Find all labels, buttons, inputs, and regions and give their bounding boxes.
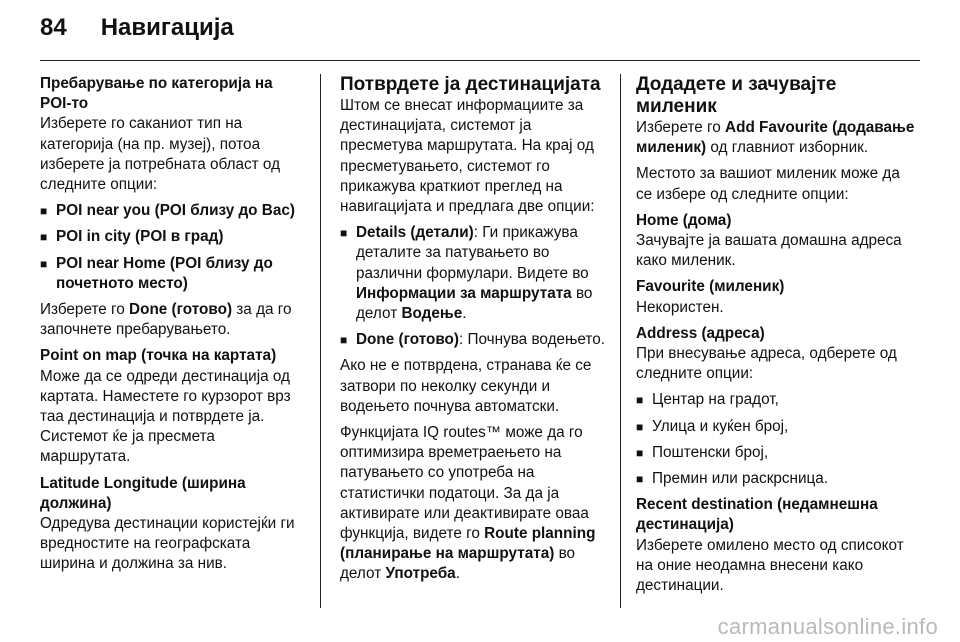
square-bullet-icon: ■ — [40, 230, 48, 245]
text: за да го започнете пребарувањето. — [40, 301, 292, 339]
paragraph: Зачувајте ја вашата домашна адреса како миленик. — [636, 232, 902, 270]
bold-text: Add Favourite (додавање миленик) — [636, 119, 915, 157]
square-bullet-icon: ■ — [636, 419, 644, 434]
section-heading-home: Home (дома) — [636, 211, 732, 229]
text: : Почнува водењето. — [459, 331, 606, 349]
square-bullet-icon: ■ — [40, 256, 48, 271]
text: Изберете го — [40, 301, 130, 319]
list-item — [340, 330, 608, 350]
text: во делот — [340, 545, 576, 583]
bold-text: Details (детали) — [356, 224, 474, 242]
cross-reference: Употреба — [385, 565, 456, 583]
bullet-list — [40, 201, 306, 294]
text: . — [455, 565, 460, 583]
paragraph: При внесување адреса, одберете од следните опции: — [636, 345, 897, 383]
paragraph: Некористен. — [636, 298, 724, 316]
cross-reference: Информации за маршрутата — [356, 284, 572, 302]
column-1 — [40, 74, 306, 575]
list-item-text: Премин или раскрсница. — [652, 470, 829, 488]
paragraph — [340, 423, 608, 585]
bold-text: Done (готово) — [356, 331, 459, 349]
square-bullet-icon: ■ — [40, 204, 48, 219]
list-item — [340, 223, 608, 324]
list-item — [636, 390, 920, 410]
square-bullet-icon: ■ — [636, 472, 644, 487]
text: од главниот изборник. — [706, 139, 869, 157]
watermark: carmanualsonline.info — [717, 614, 938, 639]
paragraph: Одредува дестинации користејќи ги вредностите на географската ширина и должина за нив. — [40, 515, 295, 573]
list-item — [636, 443, 920, 463]
page-number: 84 — [40, 14, 67, 41]
paragraph — [40, 300, 306, 340]
bullet-list — [636, 390, 920, 489]
list-item — [636, 469, 920, 489]
list-item — [40, 227, 306, 247]
column-divider-1 — [320, 74, 321, 608]
square-bullet-icon: ■ — [636, 393, 644, 408]
column-heading-confirm-destination: Потврдете ја дестинацијата — [340, 74, 601, 95]
section-heading-favourite: Favourite (миленик) — [636, 278, 785, 296]
square-bullet-icon: ■ — [340, 226, 348, 241]
cross-reference: Route planning (планирање на маршрутата) — [340, 525, 596, 563]
list-item-text: Поштенски број, — [652, 443, 769, 461]
section-heading-address: Address (адреса) — [636, 324, 765, 342]
list-item — [40, 254, 306, 294]
square-bullet-icon: ■ — [340, 333, 348, 348]
list-item-text: Улица и куќен број, — [652, 417, 789, 435]
column-3 — [636, 74, 920, 596]
paragraph: Ако не е потврдена, странава ќе се затвори по неколку секунди и водењето почнува автоматски. — [340, 357, 592, 415]
column-2 — [340, 74, 608, 585]
bold-text: Done (готово) — [129, 301, 233, 319]
column-heading-add-favourite: Додадете и зачувајте миленик — [636, 74, 837, 117]
list-item — [40, 201, 306, 221]
bullet-list — [340, 223, 608, 350]
text: Изберете го — [636, 119, 726, 136]
header-rule — [40, 60, 920, 61]
paragraph: Штом се внесат информациите за дестинацијата, системот ја пресметува маршрутата. На крај од пресметувањето, системот го прикажува краткиот преглед на навигацијата и предлага две опции: — [340, 97, 595, 216]
list-item-text: Центар на градот, — [652, 391, 779, 409]
paragraph: Изберете омилено место од списокот на оние неодамна внесени како дестинации. — [636, 536, 904, 595]
paragraph: Изберете го саканиот тип на категорија (на пр. музеј), потоа изберете ја потребната област од следните опции: — [40, 115, 281, 194]
section-heading-point-on-map: Point on map (точка на картата) — [40, 347, 277, 365]
paragraph — [636, 118, 920, 158]
paragraph: Може да се одреди дестинација од картата. Наместете го курзорот врз таа дестинација и потврдете ја. Системот ќе ја пресмета маршрутата. — [40, 367, 291, 466]
text: во делот — [356, 284, 593, 323]
text: : Ги прикажува деталите за патувањето во различни формулари. Видете во — [356, 224, 589, 282]
section-heading-lat-long: Latitude Longitude (ширина должина) — [40, 474, 246, 512]
column-divider-2 — [620, 74, 621, 608]
section-heading-recent-destination: Recent destination (недамнешна дестинација) — [636, 496, 878, 534]
list-item-text: POI near Home (POI близу до почетното место) — [56, 254, 273, 292]
section-heading-poi-category: Пребарување по категорија на POI-то — [40, 75, 273, 113]
text: . — [462, 305, 467, 323]
text: Функцијата IQ routes™ може да го оптимизира времетраењето на патувањето со употреба на статистички податоци. За да ја активирате или деактивирате оваа функција, видете го — [340, 424, 589, 543]
list-item-text: POI near you (POI близу до Вас) — [56, 202, 295, 220]
list-item — [636, 417, 920, 437]
square-bullet-icon: ■ — [636, 445, 644, 460]
paragraph: Местото за вашиот миленик може да се избере од следните опции: — [636, 165, 900, 203]
page-title: Навигација — [100, 14, 234, 41]
page-header — [40, 14, 234, 54]
list-item-text: POI in city (POI в град) — [56, 228, 224, 246]
cross-reference: Водење — [401, 305, 463, 323]
